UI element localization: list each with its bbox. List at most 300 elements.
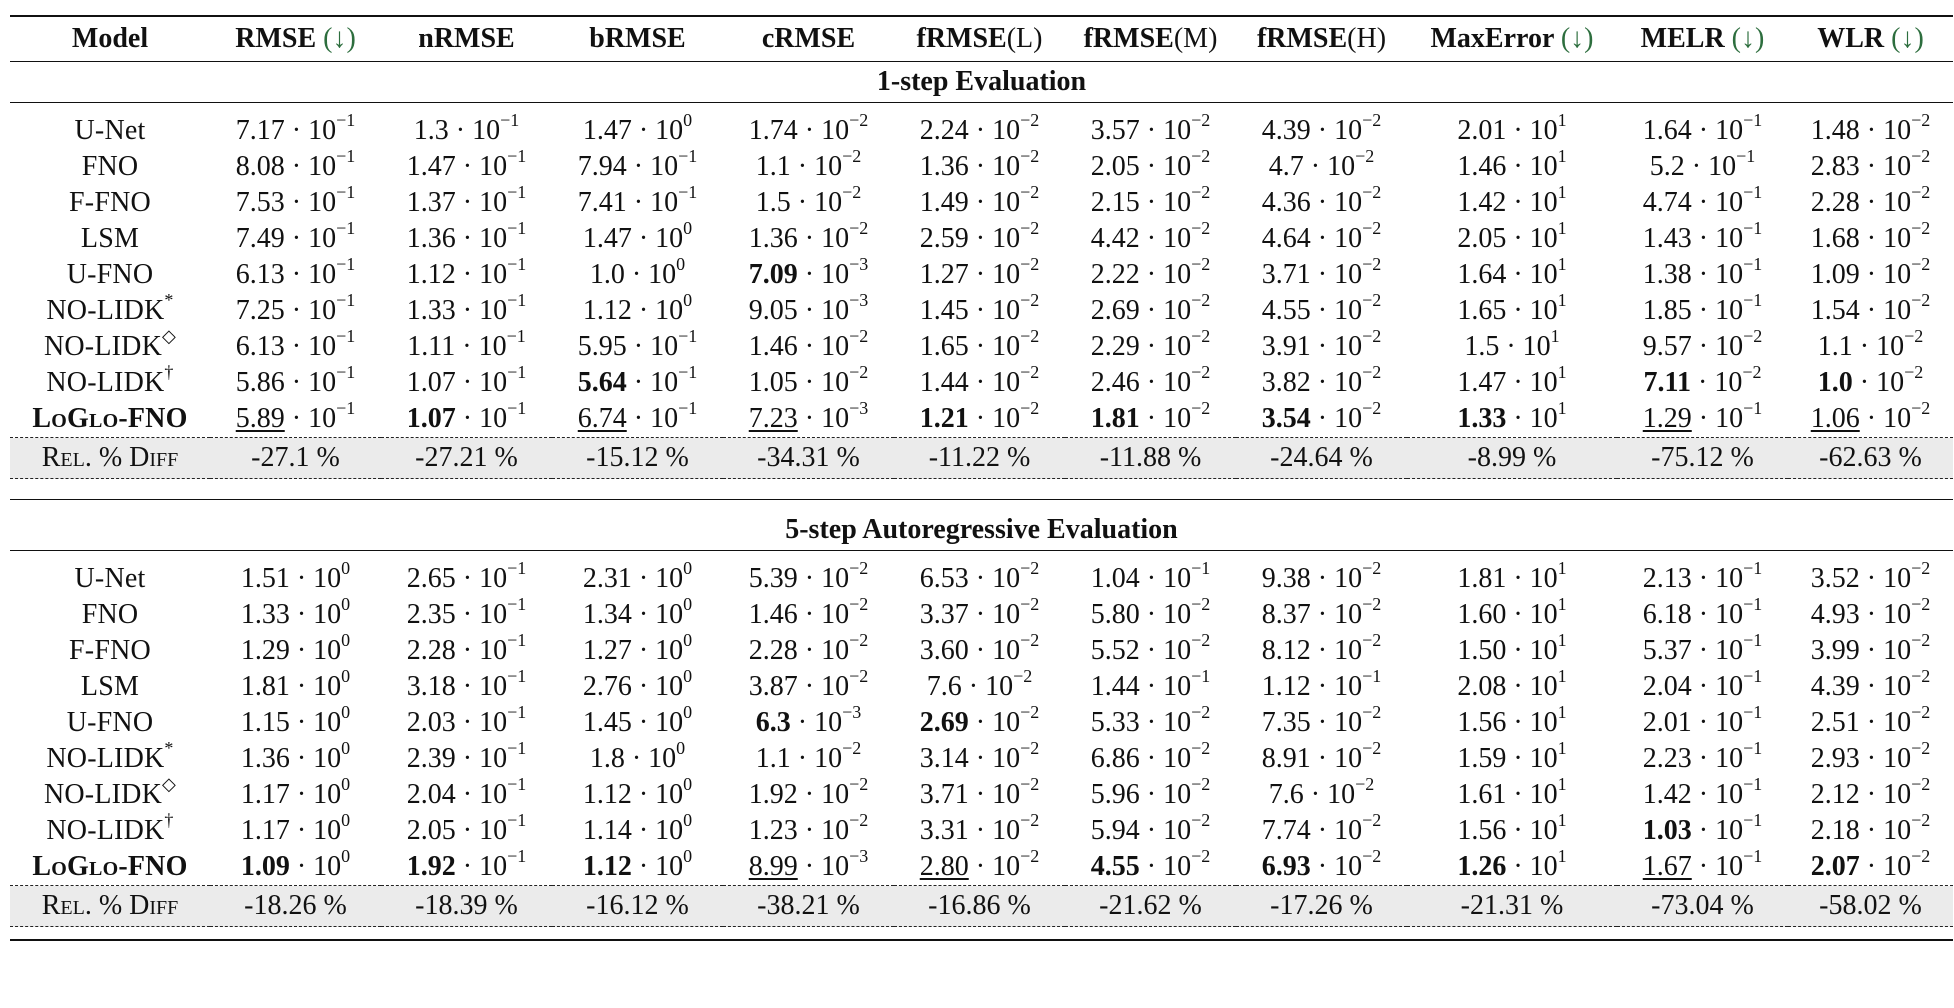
- base-ten: 10: [1529, 295, 1558, 326]
- times-symbol: ·: [1859, 295, 1884, 326]
- mantissa: 9.05: [748, 295, 798, 326]
- metric-cell: [723, 701, 894, 741]
- mantissa: 1.1: [755, 743, 791, 774]
- base-ten: 10: [992, 743, 1021, 774]
- metric-cell: [723, 289, 894, 329]
- metric-cell: [1065, 361, 1236, 401]
- base-ten: 10: [1876, 367, 1905, 398]
- times-symbol: ·: [968, 259, 993, 290]
- exponent: 0: [341, 809, 351, 830]
- mantissa: 1.44: [1090, 671, 1140, 702]
- mantissa: 7.25: [235, 295, 285, 326]
- base-ten: 10: [1327, 779, 1356, 810]
- base-ten: 10: [1715, 599, 1744, 630]
- times-symbol: ·: [289, 563, 314, 594]
- mantissa: 1.67: [1642, 851, 1692, 882]
- metric-cell: [894, 773, 1065, 813]
- exponent: −2: [1191, 253, 1211, 274]
- base-ten: 10: [821, 295, 850, 326]
- exponent: 0: [683, 809, 693, 830]
- times-symbol: ·: [455, 851, 480, 882]
- mantissa: 1.23: [748, 815, 798, 846]
- base-ten: 10: [650, 367, 679, 398]
- mantissa: 8.37: [1261, 599, 1311, 630]
- base-ten: 10: [1334, 563, 1363, 594]
- exponent: 1: [1557, 397, 1567, 418]
- mantissa: 1.36: [748, 223, 798, 254]
- mantissa: 2.35: [406, 599, 456, 630]
- model-name: [10, 325, 210, 365]
- metric-cell: [1065, 737, 1236, 777]
- rel-diff-label: Rel. % Diff: [10, 886, 210, 927]
- times-symbol: ·: [1506, 187, 1530, 218]
- exponent: −2: [1911, 737, 1931, 758]
- metric-cell: [210, 253, 381, 293]
- base-ten: 10: [650, 331, 679, 362]
- times-symbol: ·: [284, 223, 309, 254]
- times-symbol: ·: [1691, 635, 1716, 666]
- exponent: −1: [507, 701, 527, 722]
- model-label: F-FNO: [69, 187, 151, 218]
- base-ten: 10: [1334, 259, 1363, 290]
- metric-cell: [1407, 809, 1617, 849]
- metric-cell: [210, 773, 381, 813]
- base-ten: 10: [1715, 259, 1744, 290]
- section-title: 1-step Evaluation: [10, 62, 1953, 103]
- exponent: −2: [1020, 217, 1040, 238]
- base-ten: 10: [1163, 403, 1192, 434]
- mantissa: 2.13: [1642, 563, 1692, 594]
- metric-cell: [1788, 557, 1953, 597]
- metric-cell: [381, 593, 552, 633]
- metric-cell: [723, 361, 894, 401]
- base-ten: 10: [1334, 115, 1363, 146]
- exponent: 1: [1557, 557, 1567, 578]
- exponent: −2: [1362, 737, 1382, 758]
- metric-cell: [552, 325, 723, 365]
- times-symbol: ·: [1506, 851, 1530, 882]
- times-symbol: ·: [1859, 259, 1884, 290]
- mantissa: 1.59: [1457, 743, 1507, 774]
- times-symbol: ·: [790, 743, 815, 774]
- metric-cell: [552, 557, 723, 597]
- base-ten: 10: [1163, 563, 1192, 594]
- times-symbol: ·: [1506, 403, 1530, 434]
- model-label: U-FNO: [66, 259, 154, 290]
- metric-cell: [1407, 665, 1617, 705]
- mantissa: 1.0: [1817, 367, 1853, 398]
- mantissa: 1.8: [589, 743, 625, 774]
- metric-cell: [723, 665, 894, 705]
- base-ten: 10: [1715, 743, 1744, 774]
- times-symbol: ·: [790, 187, 815, 218]
- mantissa: 1.1: [1817, 331, 1853, 362]
- times-symbol: ·: [1859, 743, 1884, 774]
- times-symbol: ·: [1859, 815, 1884, 846]
- mantissa: 6.3: [755, 707, 791, 738]
- exponent: −2: [1362, 845, 1382, 866]
- times-symbol: ·: [968, 331, 993, 362]
- base-ten: 10: [821, 115, 850, 146]
- metric-cell: [894, 181, 1065, 221]
- times-symbol: ·: [1506, 599, 1530, 630]
- metric-cell: [381, 325, 552, 365]
- exponent: −2: [1362, 397, 1382, 418]
- times-symbol: ·: [1859, 151, 1884, 182]
- times-symbol: ·: [797, 779, 822, 810]
- base-ten: 10: [648, 259, 677, 290]
- times-symbol: ·: [455, 635, 480, 666]
- metric-cell: [1065, 109, 1236, 149]
- times-symbol: ·: [455, 707, 480, 738]
- base-ten: 10: [992, 707, 1021, 738]
- base-ten: 10: [1529, 707, 1558, 738]
- exponent: 1: [1557, 809, 1567, 830]
- metric-cell: [1236, 737, 1407, 777]
- times-symbol: ·: [631, 707, 656, 738]
- metric-cell: [381, 253, 552, 293]
- mantissa: 1.09: [240, 851, 290, 882]
- model-name: [10, 361, 210, 401]
- metric-cell: [381, 109, 552, 149]
- base-ten: 10: [479, 671, 508, 702]
- mantissa: 1.50: [1457, 635, 1507, 666]
- metric-cell: [1617, 557, 1788, 597]
- metric-cell: [381, 629, 552, 669]
- mantissa: 2.05: [1457, 223, 1507, 254]
- exponent: 0: [683, 701, 693, 722]
- exponent: −2: [1020, 593, 1040, 614]
- base-ten: 10: [1715, 635, 1744, 666]
- base-ten: 10: [992, 403, 1021, 434]
- times-symbol: ·: [797, 851, 822, 882]
- times-symbol: ·: [1691, 707, 1716, 738]
- base-ten: 10: [1883, 707, 1912, 738]
- metric-cell: [1236, 253, 1407, 293]
- times-symbol: ·: [631, 671, 656, 702]
- metric-cell: [1617, 773, 1788, 813]
- times-symbol: ·: [1139, 851, 1164, 882]
- metric-cell: [1407, 629, 1617, 669]
- mantissa: 1.09: [1810, 259, 1860, 290]
- mantissa: 4.36: [1261, 187, 1311, 218]
- exponent: −1: [1743, 557, 1763, 578]
- metric-cell: [723, 145, 894, 185]
- mantissa: 1.42: [1642, 779, 1692, 810]
- times-symbol: ·: [1859, 779, 1884, 810]
- base-ten: 10: [814, 187, 843, 218]
- metric-cell: [1407, 701, 1617, 741]
- times-symbol: ·: [624, 259, 649, 290]
- mantissa: 4.42: [1090, 223, 1140, 254]
- base-ten: 10: [992, 779, 1021, 810]
- mantissa: 1.12: [1261, 671, 1311, 702]
- exponent: −1: [336, 217, 356, 238]
- times-symbol: ·: [455, 295, 480, 326]
- base-ten: 10: [313, 635, 342, 666]
- metric-cell: [1407, 845, 1617, 886]
- metric-cell: [552, 737, 723, 777]
- exponent: −1: [678, 145, 698, 166]
- metric-cell: [894, 629, 1065, 669]
- mantissa: 1.92: [748, 779, 798, 810]
- metric-cell: [1236, 773, 1407, 813]
- times-symbol: ·: [284, 367, 309, 398]
- mantissa: 1.47: [406, 151, 456, 182]
- metric-cell: [552, 773, 723, 813]
- exponent: 0: [341, 773, 351, 794]
- mantissa: 9.57: [1642, 331, 1692, 362]
- exponent: −1: [1191, 665, 1211, 686]
- mantissa: 2.59: [919, 223, 969, 254]
- times-symbol: ·: [455, 187, 480, 218]
- model-label: NO-LIDK: [46, 367, 165, 398]
- exponent: −1: [507, 361, 527, 382]
- metric-cell: [723, 845, 894, 886]
- mantissa: 4.64: [1261, 223, 1311, 254]
- mantissa: 2.65: [406, 563, 456, 594]
- model-variant-mark: †: [164, 809, 174, 830]
- exponent: −1: [1743, 593, 1763, 614]
- base-ten: 10: [1163, 779, 1192, 810]
- metric-cell: [894, 397, 1065, 438]
- times-symbol: ·: [1310, 743, 1335, 774]
- mantissa: 1.42: [1457, 187, 1507, 218]
- base-ten: 10: [1883, 187, 1912, 218]
- table-row: [10, 257, 1953, 293]
- metric-cell: [1236, 109, 1407, 149]
- base-ten: 10: [479, 151, 508, 182]
- metric-cell: [1788, 701, 1953, 741]
- metric-cell: [1065, 145, 1236, 185]
- metric-cell: [1617, 217, 1788, 257]
- exponent: −1: [336, 181, 356, 202]
- times-symbol: ·: [1859, 403, 1884, 434]
- metric-cell: [210, 397, 381, 438]
- metric-cell: [1617, 737, 1788, 777]
- mantissa: 1.11: [407, 331, 456, 362]
- exponent: −1: [1743, 665, 1763, 686]
- exponent: 0: [341, 629, 351, 650]
- mantissa: 1.44: [919, 367, 969, 398]
- metric-cell: [1065, 845, 1236, 886]
- metric-cell: [210, 845, 381, 886]
- exponent: 1: [1557, 737, 1567, 758]
- base-ten: 10: [1883, 599, 1912, 630]
- table-row-ours: [10, 849, 1953, 886]
- metric-cell: [723, 809, 894, 849]
- times-symbol: ·: [790, 151, 815, 182]
- metric-cell: [381, 217, 552, 257]
- mantissa: 7.17: [235, 115, 285, 146]
- model-variant-mark: *: [164, 289, 174, 310]
- section-gap-cell: [10, 479, 1953, 500]
- mantissa: 6.18: [1642, 599, 1692, 630]
- section-gap-cell: [10, 927, 1953, 941]
- section-spacer-cell: [10, 500, 1953, 511]
- metric-cell: [894, 145, 1065, 185]
- metric-cell: [1065, 593, 1236, 633]
- base-ten: 10: [992, 331, 1021, 362]
- mantissa: 4.55: [1090, 851, 1140, 882]
- metric-cell: [894, 809, 1065, 849]
- mantissa: 1.04: [1090, 563, 1140, 594]
- base-ten: 10: [313, 851, 342, 882]
- times-symbol: ·: [1310, 367, 1335, 398]
- metric-cell: [1407, 109, 1617, 149]
- exponent: −1: [678, 397, 698, 418]
- times-symbol: ·: [1506, 707, 1530, 738]
- table-row: [10, 813, 1953, 849]
- times-symbol: ·: [289, 743, 314, 774]
- times-symbol: ·: [961, 671, 986, 702]
- times-symbol: ·: [1506, 671, 1530, 702]
- exponent: −2: [1355, 145, 1375, 166]
- times-symbol: ·: [1506, 815, 1530, 846]
- metric-cell: [894, 557, 1065, 597]
- times-symbol: ·: [968, 815, 993, 846]
- mantissa: 2.29: [1090, 331, 1140, 362]
- mantissa: 1.34: [582, 599, 632, 630]
- base-ten: 10: [1883, 563, 1912, 594]
- mantissa: 1.03: [1642, 815, 1692, 846]
- base-ten: 10: [313, 599, 342, 630]
- exponent: −1: [507, 397, 527, 418]
- base-ten: 10: [1334, 671, 1363, 702]
- exponent: −1: [336, 325, 356, 346]
- metric-cell: [1788, 845, 1953, 886]
- metric-cell: [552, 809, 723, 849]
- base-ten: 10: [1715, 115, 1744, 146]
- times-symbol: ·: [797, 331, 822, 362]
- mantissa: 1.49: [919, 187, 969, 218]
- times-symbol: ·: [797, 671, 822, 702]
- mantissa: 1.61: [1457, 779, 1507, 810]
- metric-cell: [1236, 289, 1407, 329]
- section-title-row: [10, 510, 1953, 551]
- times-symbol: ·: [968, 707, 993, 738]
- exponent: −2: [1911, 253, 1931, 274]
- exponent: 0: [683, 593, 693, 614]
- times-symbol: ·: [1303, 151, 1328, 182]
- base-ten: 10: [1883, 259, 1912, 290]
- times-symbol: ·: [1859, 223, 1884, 254]
- times-symbol: ·: [968, 295, 993, 326]
- table-row-ours: [10, 401, 1953, 438]
- mantissa: 1.07: [406, 403, 456, 434]
- exponent: −2: [1911, 773, 1931, 794]
- exponent: −2: [1743, 325, 1763, 346]
- exponent: −2: [1362, 181, 1382, 202]
- section-spacer: [10, 103, 1953, 114]
- exponent: −2: [849, 593, 869, 614]
- exponent: 1: [1557, 361, 1567, 382]
- times-symbol: ·: [289, 779, 314, 810]
- base-ten: 10: [992, 295, 1021, 326]
- exponent: −2: [1191, 593, 1211, 614]
- mantissa: 1.56: [1457, 815, 1507, 846]
- model-label: LSM: [80, 223, 140, 254]
- base-ten: 10: [1334, 187, 1363, 218]
- mantissa: 2.04: [406, 779, 456, 810]
- header-nrmse: nRMSE: [381, 16, 552, 62]
- metric-cell: [1788, 109, 1953, 149]
- times-symbol: ·: [1310, 671, 1335, 702]
- table-row: [10, 113, 1953, 149]
- metric-cell: [894, 593, 1065, 633]
- exponent: 0: [683, 557, 693, 578]
- times-symbol: ·: [1691, 187, 1716, 218]
- exponent: −2: [1020, 325, 1040, 346]
- mantissa: 3.57: [1090, 115, 1140, 146]
- base-ten: 10: [655, 671, 684, 702]
- table-row: [10, 561, 1953, 597]
- times-symbol: ·: [1139, 403, 1164, 434]
- times-symbol: ·: [968, 403, 993, 434]
- base-ten: 10: [1529, 815, 1558, 846]
- mantissa: 1.0: [589, 259, 625, 290]
- times-symbol: ·: [1310, 187, 1335, 218]
- section-spacer-cell: [10, 551, 1953, 562]
- times-symbol: ·: [284, 151, 309, 182]
- mantissa: 1.12: [406, 259, 456, 290]
- mantissa: 6.74: [577, 403, 627, 434]
- mantissa: 7.49: [235, 223, 285, 254]
- metric-cell: [894, 325, 1065, 365]
- mantissa: 2.22: [1090, 259, 1140, 290]
- exponent: −2: [1911, 845, 1931, 866]
- exponent: −2: [849, 361, 869, 382]
- times-symbol: ·: [790, 707, 815, 738]
- times-symbol: ·: [455, 259, 480, 290]
- mantissa: 5.89: [235, 403, 285, 434]
- exponent: −2: [842, 737, 862, 758]
- mantissa: 5.37: [1642, 635, 1692, 666]
- mantissa: 4.55: [1261, 295, 1311, 326]
- exponent: 1: [1557, 145, 1567, 166]
- metric-cell: [1065, 289, 1236, 329]
- metric-cell: [723, 181, 894, 221]
- mantissa: 7.41: [577, 187, 627, 218]
- mantissa: 1.14: [582, 815, 632, 846]
- mantissa: 1.48: [1810, 115, 1860, 146]
- times-symbol: ·: [1852, 367, 1877, 398]
- exponent: 0: [676, 253, 686, 274]
- exponent: 1: [1557, 773, 1567, 794]
- mantissa: 1.12: [582, 851, 632, 882]
- times-symbol: ·: [631, 815, 656, 846]
- metric-cell: [723, 629, 894, 669]
- rel-diff-value: -18.26 %: [210, 886, 381, 927]
- exponent: −2: [1191, 809, 1211, 830]
- mantissa: 1.26: [1457, 851, 1507, 882]
- base-ten: 10: [992, 223, 1021, 254]
- model-label: U-Net: [74, 115, 146, 146]
- mantissa: 1.85: [1642, 295, 1692, 326]
- mantissa: 5.2: [1649, 151, 1685, 182]
- base-ten: 10: [1529, 223, 1558, 254]
- times-symbol: ·: [1310, 599, 1335, 630]
- times-symbol: ·: [1691, 295, 1716, 326]
- header-frmse-m: fRMSE(M): [1065, 16, 1236, 62]
- mantissa: 1.5: [1464, 331, 1500, 362]
- metric-cell: [1407, 217, 1617, 257]
- exponent: −2: [1191, 181, 1211, 202]
- base-ten: 10: [1708, 151, 1737, 182]
- mantissa: 7.6: [926, 671, 962, 702]
- mantissa: 1.47: [1457, 367, 1507, 398]
- mantissa: 8.12: [1261, 635, 1311, 666]
